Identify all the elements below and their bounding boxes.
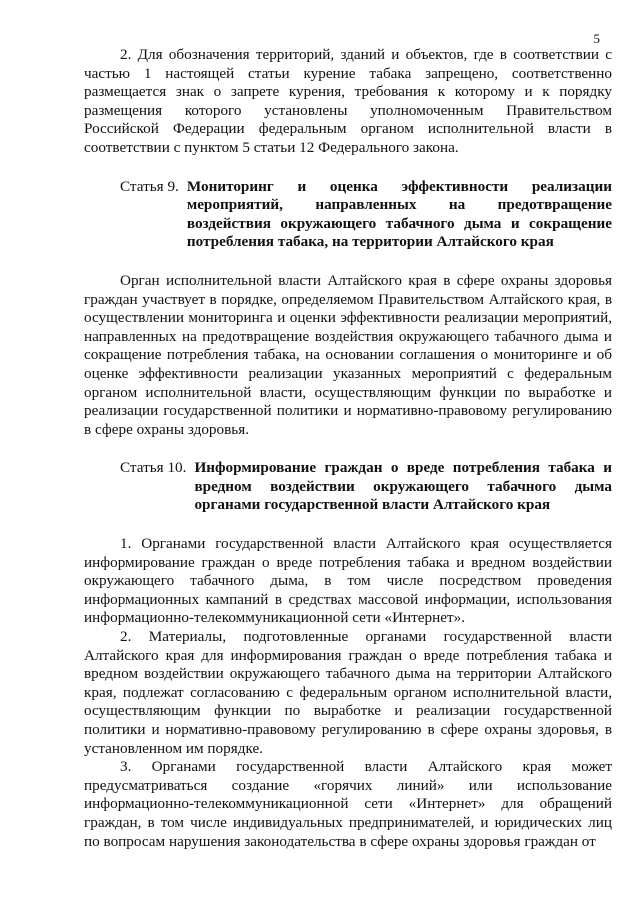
article-10-paragraph-1: 1. Органами государственной власти Алтайского края осуществляется информирование граждан о вреде потребления табака и вредном воздействии окружающего табачного дыма, в том числе посредством проведения информационных кампаний в средствах массовой информации, использования информационно-телекоммуникационной сети «Интернет». (84, 535, 612, 627)
article-9-title: Мониторинг и оценка эффективности реализации мероприятий, направленных на предотвращение воздействия окружающего табачного дыма и сокращение потребления табака, на территории Алтайского края (186, 177, 612, 251)
article-10-number: Статья 10. (120, 459, 187, 477)
article-10-heading (84, 459, 612, 515)
article-9-number: Статья 9. (120, 177, 179, 195)
article-10-paragraph-3: 3. Органами государственной власти Алтайского края может предусматриваться создание «горячих линий» или использование информационно-телекоммуникационной сети «Интернет» для обращений граждан, в том числе индивидуальных предпринимателей, и юридических лиц по вопросам нарушения законодательства в сфере охраны здоровья граждан от (84, 758, 612, 850)
article-9-heading (84, 178, 612, 252)
article-10-title: Информирование граждан о вреде потребления табака и вредном воздействии окружающего табачного дыма органами государственной власти Алтайского края (194, 459, 612, 514)
article-10-paragraph-2: 2. Материалы, подготовленные органами государственной власти Алтайского края для информирования граждан о вреде потребления табака и вредном воздействии окружающего табачного дыма на территории Алтайского края, подлежат согласованию с федеральным органом исполнительной власти, осуществляющим функции по выработке и реализации государственной политики и нормативно-правовому регулированию в сфере охраны здоровья, в установленном им порядке. (84, 628, 612, 757)
article-9-paragraph: Орган исполнительной власти Алтайского края в сфере охраны здоровья граждан участвует в порядке, определяемом Правительством Алтайского края, в осуществлении мониторинга и оценки эффективности реализации мероприятий, направленных на предотвращение воздействия окружающего табачного дыма и сокращение потребления табака, на основании соглашения о мониторинге и об оценке эффективности реализации указанных мероприятий с федеральным органом исполнительной власти, осуществляющим функции по выработке и реализации государственной политики и нормативно-правовому регулированию в сфере охраны здоровья. (84, 271, 612, 438)
page-number: 5 (593, 31, 600, 46)
document-body (84, 46, 612, 851)
paragraph-part-2: 2. Для обозначения территорий, зданий и объектов, где в соответствии с частью 1 настоящей статьи курение табака запрещено, соответственно размещается знак о запрете курения, требования к которому и к порядку размещения которого установлены уполномоченным Правительством Российской Федерации федеральным органом исполнительной власти в соответствии с пунктом 5 статьи 12 Федерального закона. (84, 46, 612, 156)
